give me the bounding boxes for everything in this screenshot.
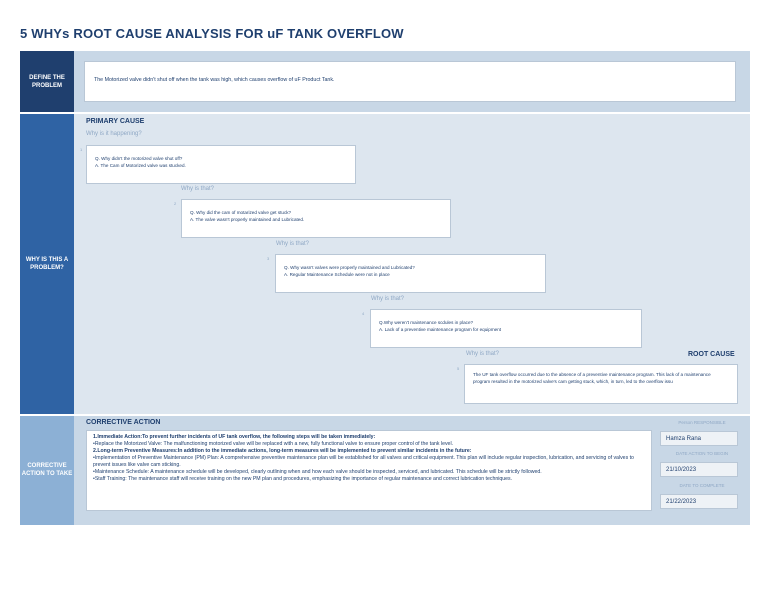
corrective-line: 2.Long-term Preventive Measures:In addition to the immediate actions, long-term measures will be implemented to prevent similar incidents in the future: — [93, 448, 472, 454]
why-number-5: 5 — [457, 366, 460, 371]
root-cause-label: ROOT CAUSE — [688, 351, 735, 358]
section-why-label: WHY IS THIS A PROBLEM? — [20, 113, 74, 415]
why-box-2[interactable] — [181, 199, 451, 238]
page-title: 5 WHYs ROOT CAUSE ANALYSIS FOR uF TANK OVERFLOW — [20, 26, 404, 41]
why-box-3[interactable] — [275, 254, 546, 293]
corrective-line: 1.Immediate Action:To prevent further incidents of UF tank overflow, the following steps will be taken immediately: — [93, 434, 376, 440]
responsible-field[interactable]: Hamza Rana — [660, 431, 738, 446]
why-prompt-5: Why is that? — [466, 351, 500, 357]
corrective-action-label: CORRECTIVE ACTION — [86, 419, 161, 426]
why-answer-1: A. The Cam of Motorized valve was stucked. — [95, 163, 186, 168]
why-prompt-3: Why is that? — [276, 241, 310, 247]
why-answer-3: A. Regular Maintenance Schedule were not in place — [284, 272, 390, 277]
why-question-1: Q. Why didn't the motorized valve shut off? — [95, 156, 183, 161]
corrective-line: •Replace the Motorized Valve: The malfunctioning motorized valve will be replaced with a new, fully functional valve to ensure proper control of the tank level. — [93, 441, 454, 447]
why-number-2: 2 — [174, 201, 177, 206]
why-number-4: 4 — [362, 311, 365, 316]
divider — [20, 414, 750, 416]
why-number-1: 1 — [80, 147, 83, 152]
divider — [20, 112, 750, 114]
why-question-2: Q. Why did the cam of motarized valve get stuck? — [190, 210, 292, 215]
corrective-action-box[interactable] — [86, 430, 652, 511]
root-cause-box[interactable] — [464, 364, 738, 404]
corrective-line: •Maintenance Schedule: A maintenance schedule will be developed, clearly outlining when and how each valve should be inspected, serviced, and lubricated. This schedule will be strictly followed. — [93, 469, 542, 475]
why-prompt-0: Why is it happening? — [86, 131, 142, 137]
date-begin-field[interactable]: 21/10/2023 — [660, 462, 738, 477]
why-box-1[interactable] — [86, 145, 356, 184]
why-prompt-2: Why is that? — [181, 186, 215, 192]
primary-cause-label: PRIMARY CAUSE — [86, 118, 145, 125]
why-prompt-4: Why is that? — [371, 296, 405, 302]
section-corrective-label: CORRECTIVE ACTION TO TAKE — [20, 415, 74, 525]
responsible-label: Person RESPONSIBLE — [678, 420, 726, 425]
date-begin-label: DATE ACTION TO BEGIN — [675, 451, 729, 456]
corrective-line: •Staff Training: The maintenance staff will receive training on the new PM plan and procedures, emphasizing the importance of regular maintenance and correct lubrication techniques. — [93, 476, 513, 482]
why-question-4: Q.Why weren't maintenance scdules in place? — [379, 320, 474, 325]
why-number-3: 3 — [267, 256, 270, 261]
corrective-line: •Implementation of Preventive Maintenance (PM) Plan: A comprehensive preventive maintenance plan will be established for all valves and critical equipment. This plan will include regular inspection, lubrication, and servicing of valves to prevent issues like valve cam sticking. — [93, 455, 634, 468]
root-cause-text: The UF tank overflow occurred due to the absence of a preventive maintenance program. This lack of a maintenance program resulted in the motorized valve's cam getting stuck, which, in turn, led to the overflow issu — [473, 372, 711, 384]
why-question-3: Q. Why wasn't valves were properly maintained and Lubricated? — [284, 265, 415, 270]
why-answer-2: A. The valve wasn't properly maintained and Lubricated. — [190, 217, 305, 222]
why-answer-4: A. Lack of a preventive maintenance program for equipment — [379, 327, 502, 332]
date-complete-label: DATE TO COMPLETE — [679, 483, 725, 488]
why-box-4[interactable] — [370, 309, 642, 348]
problem-statement[interactable]: The Motorized valve didn't shut off when the tank was high, which causes overflow of uF Product Tank. — [84, 61, 736, 102]
section-define-label: DEFINE THE PROBLEM — [20, 51, 74, 113]
date-complete-field[interactable]: 21/22/2023 — [660, 494, 738, 509]
